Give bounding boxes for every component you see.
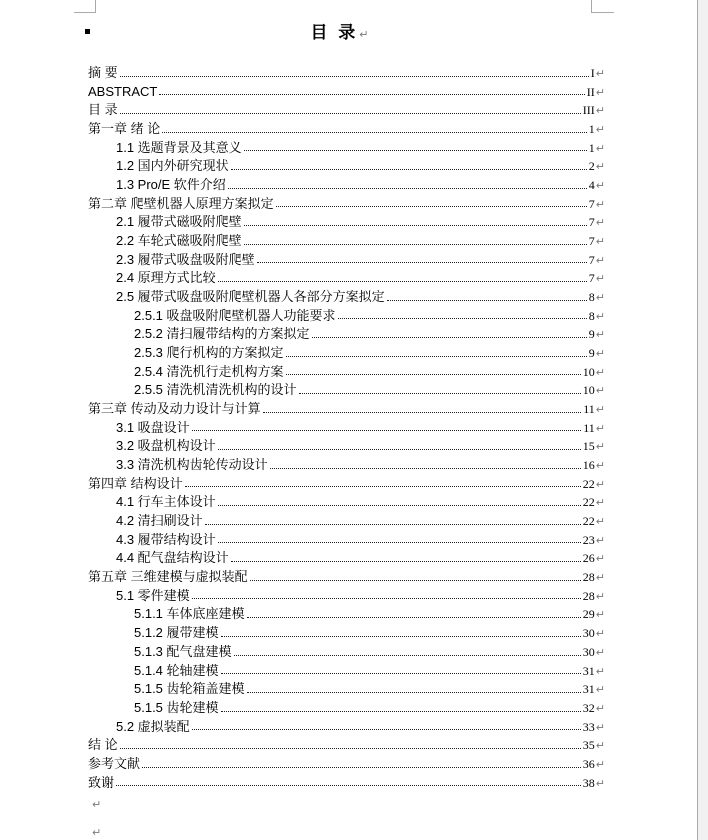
- toc-row[interactable]: [88, 213, 605, 232]
- toc-entry-label: 5.1.5 齿轮建模: [134, 699, 219, 715]
- toc-entry-page-number: 22: [582, 495, 595, 510]
- toc-row[interactable]: [88, 493, 605, 512]
- toc-entry-page-number: 36: [582, 756, 595, 771]
- paragraph-mark-icon: ↵: [595, 160, 605, 174]
- toc-row[interactable]: [88, 157, 605, 176]
- toc-entry-label: 2.5 履带式吸盘吸附爬壁机器人各部分方案拟定: [116, 289, 385, 305]
- paragraph-mark-icon: ↵: [595, 440, 605, 454]
- paragraph-mark-icon: ↵: [595, 720, 605, 734]
- toc-row[interactable]: [88, 251, 605, 270]
- toc-row[interactable]: [88, 512, 605, 531]
- toc-entry-page-number: I: [590, 66, 595, 80]
- paragraph-mark-icon: ↵: [595, 403, 605, 417]
- toc-entry-page-number: 31: [582, 682, 595, 697]
- toc-row[interactable]: [88, 400, 605, 419]
- toc-entry-page-number: 2: [588, 159, 595, 174]
- dot-leader: [387, 300, 587, 301]
- toc-entry-page-number: 8: [588, 290, 595, 305]
- toc-entry-label: 5.1.4 轮轴建模: [134, 662, 219, 678]
- dot-leader: [244, 225, 587, 226]
- toc-entry-page-number: II: [586, 84, 595, 99]
- toc-entry-label: 目 录: [88, 102, 118, 118]
- dot-leader: [312, 337, 587, 338]
- toc-row[interactable]: [88, 549, 605, 568]
- toc-entry-page-number: 33: [582, 719, 595, 734]
- toc-entry-page-number: 7: [588, 215, 595, 230]
- toc-entry-page-number: 38: [582, 775, 595, 790]
- toc-entry-page-number: 7: [588, 196, 595, 211]
- toc-entry-label: 2.5.4 清洗机行走机构方案: [134, 363, 284, 379]
- toc-row[interactable]: [88, 643, 605, 662]
- toc-row[interactable]: [88, 475, 605, 494]
- toc-entry-page-number: 16: [582, 458, 595, 473]
- paragraph-mark-icon: ↵: [595, 757, 605, 771]
- dot-leader: [162, 132, 587, 133]
- dot-leader: [185, 486, 581, 487]
- dot-leader: [338, 318, 587, 319]
- toc-row[interactable]: [88, 662, 605, 681]
- toc-entry-page-number: 7: [588, 234, 595, 249]
- dot-leader: [286, 374, 581, 375]
- toc-entry-page-number: 10: [582, 364, 595, 379]
- toc-entry-page-number: 22: [582, 476, 595, 491]
- toc-entry-label: 结 论: [88, 737, 118, 753]
- paragraph-mark-icon: ↵: [595, 309, 605, 323]
- paragraph-mark-icon: ↵: [595, 515, 605, 529]
- toc-row[interactable]: [88, 419, 605, 438]
- toc-entry-label: 2.5.2 清扫履带结构的方案拟定: [134, 326, 310, 342]
- toc-row[interactable]: [88, 437, 605, 456]
- toc-list: [88, 64, 605, 792]
- toc-entry-page-number: 1: [588, 140, 595, 155]
- toc-row[interactable]: [88, 680, 605, 699]
- paragraph-mark-icon: ↵: [595, 739, 605, 753]
- text-boundary-mark-top-left: [74, 0, 96, 13]
- toc-entry-page-number: 8: [588, 308, 595, 323]
- paragraph-mark-icon: ↵: [595, 776, 605, 790]
- outside-page-area: [698, 0, 708, 840]
- dot-leader: [192, 598, 581, 599]
- toc-entry-label: 4.3 履带结构设计: [116, 531, 216, 547]
- toc-entry-page-number: 26: [582, 551, 595, 566]
- paragraph-mark-icon: ↵: [595, 365, 605, 379]
- paragraph-mark-icon: ↵: [595, 664, 605, 678]
- toc-entry-label: 2.1 履带式磁吸附爬壁: [116, 214, 242, 230]
- toc-entry-label: 摘 要: [88, 65, 118, 80]
- toc-entry-label: 4.4 配气盘结构设计: [116, 550, 229, 566]
- paragraph-mark-icon: ↵: [595, 291, 605, 305]
- dot-leader: [221, 711, 581, 712]
- toc-entry-label: 5.2 虚拟装配: [116, 718, 190, 734]
- toc-row[interactable]: [88, 699, 605, 718]
- toc-row[interactable]: [88, 624, 605, 643]
- toc-entry-page-number: 15: [582, 439, 595, 454]
- toc-entry-label: 1.2 国内外研究现状: [116, 158, 229, 174]
- toc-entry-label: 致谢: [88, 774, 115, 790]
- dot-leader: [159, 94, 584, 95]
- paragraph-mark-icon: ↵: [92, 798, 102, 811]
- page-right-edge: [697, 0, 698, 840]
- toc-entry-page-number: 28: [582, 570, 595, 585]
- dot-leader: [120, 113, 581, 114]
- toc-entry-page-number: 11: [583, 420, 595, 435]
- toc-entry-label: 第三章 传动及动力设计与计算: [88, 401, 261, 417]
- toc-entry-page-number: 7: [588, 252, 595, 267]
- toc-entry-label: 参考文献: [88, 755, 141, 771]
- dot-leader: [142, 767, 581, 768]
- toc-entry-page-number: III: [582, 103, 595, 118]
- toc-entry-label: 第五章 三维建模与虚拟装配: [88, 569, 248, 585]
- toc-entry-page-number: 35: [582, 738, 595, 753]
- dot-leader: [218, 542, 581, 543]
- toc-entry-page-number: 1: [588, 122, 595, 137]
- paragraph-mark-icon: ↵: [595, 67, 605, 80]
- toc-row[interactable]: [88, 344, 605, 363]
- toc-row[interactable]: [88, 64, 605, 83]
- dot-leader: [120, 76, 589, 77]
- paragraph-mark-icon: ↵: [595, 85, 605, 99]
- dot-leader: [263, 412, 582, 413]
- toc-entry-page-number: 30: [582, 626, 595, 641]
- toc-row[interactable]: [88, 531, 605, 550]
- dot-leader: [228, 188, 587, 189]
- toc-row[interactable]: [88, 139, 605, 158]
- dot-leader: [120, 748, 581, 749]
- toc-entry-label: 5.1.5 齿轮箱盖建模: [134, 681, 245, 697]
- paragraph-mark-icon: ↵: [595, 421, 605, 435]
- toc-entry-page-number: 10: [582, 383, 595, 398]
- toc-row[interactable]: [88, 325, 605, 344]
- toc-row[interactable]: [88, 363, 605, 382]
- paragraph-mark-icon: ↵: [595, 235, 605, 249]
- toc-entry-label: 2.5.5 清洗机清洗机构的设计: [134, 382, 297, 398]
- toc-entry-label: 3.3 清洗机构齿轮传动设计: [116, 457, 268, 473]
- toc-entry-label: 4.1 行车主体设计: [116, 494, 216, 510]
- toc-row[interactable]: [88, 587, 605, 606]
- dot-leader: [286, 356, 587, 357]
- dot-leader: [270, 468, 581, 469]
- toc-entry-page-number: 9: [588, 327, 595, 342]
- toc-entry-page-number: 31: [582, 663, 595, 678]
- dot-leader: [244, 150, 587, 151]
- dot-leader: [218, 281, 587, 282]
- toc-row[interactable]: [88, 718, 605, 737]
- dot-leader: [221, 673, 581, 674]
- paragraph-mark-icon: ↵: [595, 328, 605, 342]
- toc-entry-label: ABSTRACT: [88, 83, 158, 99]
- toc-entry-label: 2.3 履带式吸盘吸附爬壁: [116, 251, 255, 267]
- dot-leader: [192, 430, 582, 431]
- toc-entry-page-number: 7: [588, 271, 595, 286]
- dot-leader: [218, 449, 581, 450]
- toc-entry-label: 5.1.3 配气盘建模: [134, 643, 232, 659]
- page-title: 目 录: [310, 23, 359, 42]
- paragraph-mark-icon: ↵: [595, 197, 605, 211]
- paragraph-mark-icon: ↵: [595, 496, 605, 510]
- toc-entry-label: 3.2 吸盘机构设计: [116, 438, 216, 454]
- paragraph-mark-icon: ↵: [359, 28, 369, 41]
- paragraph-mark-icon: ↵: [595, 459, 605, 473]
- toc-row[interactable]: [88, 605, 605, 624]
- toc-row[interactable]: [88, 755, 605, 774]
- toc-row[interactable]: [88, 176, 605, 195]
- dot-leader: [205, 524, 581, 525]
- paragraph-mark-icon: ↵: [595, 552, 605, 566]
- dot-leader: [221, 636, 581, 637]
- dot-leader: [276, 206, 587, 207]
- paragraph-mark-icon: ↵: [595, 571, 605, 585]
- toc-entry-label: 5.1 零件建模: [116, 587, 190, 603]
- paragraph-mark-icon: ↵: [595, 533, 605, 547]
- paragraph-mark-icon: ↵: [595, 384, 605, 398]
- toc-row[interactable]: [88, 288, 605, 307]
- toc-entry-label: 1.1 选题背景及其意义: [116, 139, 242, 155]
- toc-entry-page-number: 4: [588, 178, 595, 193]
- paragraph-mark-icon: ↵: [595, 701, 605, 715]
- dot-leader: [257, 262, 587, 263]
- toc-row[interactable]: [88, 232, 605, 251]
- toc-entry-label: 5.1.2 履带建模: [134, 625, 219, 641]
- dot-leader: [247, 617, 581, 618]
- toc-row[interactable]: [88, 269, 605, 288]
- text-boundary-mark-top-right: [591, 0, 614, 13]
- dot-leader: [299, 393, 581, 394]
- paragraph-mark-icon: ↵: [595, 216, 605, 230]
- toc-entry-page-number: 23: [582, 532, 595, 547]
- toc-entry-label: 5.1.1 车体底座建模: [134, 606, 245, 622]
- toc-entry-label: 2.5.1 吸盘吸附爬壁机器人功能要求: [134, 307, 336, 323]
- paragraph-mark-icon: ↵: [595, 589, 605, 603]
- toc-row[interactable]: [88, 774, 605, 793]
- paragraph-mark-icon: ↵: [595, 347, 605, 361]
- toc-entry-label: 2.5.3 爬行机构的方案拟定: [134, 345, 284, 361]
- toc-entry-label: 2.2 车轮式磁吸附爬壁: [116, 233, 242, 249]
- paragraph-mark-icon: ↵: [595, 272, 605, 286]
- paragraph-mark-icon: ↵: [595, 141, 605, 155]
- dot-leader: [231, 169, 587, 170]
- toc-row[interactable]: [88, 736, 605, 755]
- toc-entry-page-number: 28: [582, 588, 595, 603]
- dot-leader: [247, 692, 581, 693]
- toc-row[interactable]: [88, 83, 605, 102]
- toc-row[interactable]: [88, 307, 605, 326]
- toc-entry-label: 第一章 绪 论: [88, 121, 161, 137]
- dot-leader: [250, 580, 581, 581]
- paragraph-mark-icon: ↵: [595, 608, 605, 622]
- toc-row[interactable]: [88, 120, 605, 139]
- dot-leader: [116, 785, 581, 786]
- toc-row[interactable]: [88, 568, 605, 587]
- dot-leader: [192, 729, 581, 730]
- paragraph-mark-icon: ↵: [595, 627, 605, 641]
- toc-entry-label: 4.2 清扫刷设计: [116, 513, 203, 529]
- paragraph-mark-icon: ↵: [595, 253, 605, 267]
- paragraph-mark-icon: ↵: [595, 123, 605, 137]
- dot-leader: [218, 505, 581, 506]
- toc-entry-label: 1.3 Pro/E 软件介绍: [116, 177, 226, 193]
- paragraph-mark-icon: ↵: [92, 826, 102, 839]
- toc-entry-page-number: 11: [583, 402, 595, 417]
- toc-title-row: [88, 18, 591, 43]
- toc-entry-label: 第四章 结构设计: [88, 475, 183, 491]
- dot-leader: [244, 244, 587, 245]
- toc-row[interactable]: [88, 456, 605, 475]
- toc-row[interactable]: [88, 195, 605, 214]
- toc-entry-label: 第二章 爬壁机器人原理方案拟定: [88, 195, 274, 211]
- dot-leader: [231, 561, 581, 562]
- toc-entry-page-number: 29: [582, 607, 595, 622]
- toc-row[interactable]: [88, 101, 605, 120]
- paragraph-mark-icon: ↵: [595, 645, 605, 659]
- toc-entry-page-number: 9: [588, 346, 595, 361]
- paragraph-mark-icon: ↵: [595, 477, 605, 491]
- paragraph-mark-icon: ↵: [595, 104, 605, 118]
- toc-entry-label: 3.1 吸盘设计: [116, 419, 190, 435]
- toc-entry-page-number: 30: [582, 644, 595, 659]
- toc-entry-page-number: 22: [582, 514, 595, 529]
- dot-leader: [234, 655, 581, 656]
- toc-entry-page-number: 32: [582, 700, 595, 715]
- toc-entry-label: 2.4 原理方式比较: [116, 270, 216, 286]
- paragraph-mark-icon: ↵: [595, 179, 605, 193]
- toc-row[interactable]: [88, 381, 605, 400]
- paragraph-mark-icon: ↵: [595, 683, 605, 697]
